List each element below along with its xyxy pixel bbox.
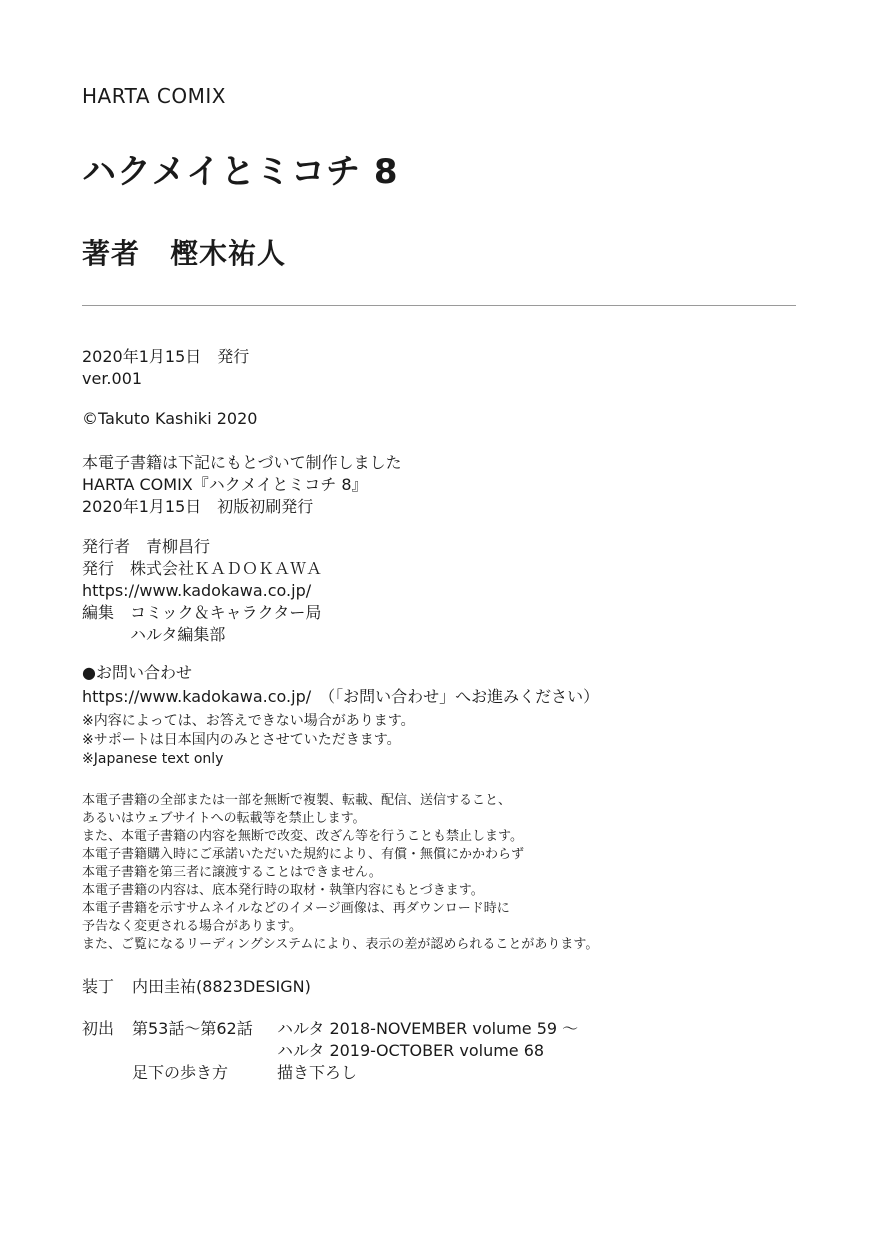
terms-line: 本電子書籍の全部または一部を無断で複製、転載、配信、送信すること、 xyxy=(82,793,512,808)
basis-line: 本電子書籍は下記にもとづいて制作しました xyxy=(82,453,402,472)
publisher-block xyxy=(82,536,322,646)
terms-line: 予告なく変更される場合があります。 xyxy=(82,919,302,934)
first-appearance-source: ハルタ 2018-NOVEMBER volume 59 〜 xyxy=(277,1019,579,1038)
publication-block xyxy=(82,346,249,390)
publisher-line: 発行 株式会社ＫＡＤＯＫＡＷＡ xyxy=(82,559,323,578)
first-appearance-chapter: 第53話〜第62話 xyxy=(132,1019,253,1038)
publisher-line: 編集 コミック＆キャラクター局 xyxy=(82,603,322,622)
author-label: 著者 xyxy=(82,237,141,270)
inquiry-heading: ●お問い合わせ xyxy=(82,663,192,682)
terms-line: また、ご覧になるリーディングシステムにより、表示の差が認められることがあります。 xyxy=(82,937,599,952)
terms-line: 本電子書籍の内容は、底本発行時の取材・執筆内容にもとづきます。 xyxy=(82,883,484,898)
terms-line: あるいはウェブサイトへの転載等を禁止します。 xyxy=(82,811,366,826)
publication-date: 2020年1月15日 発行 xyxy=(82,347,250,366)
terms-line: 本電子書籍を示すサムネイルなどのイメージ画像は、再ダウンロード時に xyxy=(82,901,510,916)
copyright: ©Takuto Kashiki 2020 xyxy=(82,409,258,428)
first-appearance-source: 描き下ろし xyxy=(277,1063,358,1082)
design-value: 内田圭祐(8823DESIGN) xyxy=(132,977,311,996)
terms-line: 本電子書籍を第三者に譲渡することはできません。 xyxy=(82,865,382,880)
inquiry-notes xyxy=(82,712,415,769)
version: ver.001 xyxy=(82,369,143,388)
inquiry-note: ※内容によっては、お答えできない場合があります。 xyxy=(82,713,415,729)
book-title: ハクメイとミコチ 8 xyxy=(82,152,399,192)
terms-line: また、本電子書籍の内容を無断で改変、改ざん等を行うことも禁止します。 xyxy=(82,829,523,844)
publisher-url: https://www.kadokawa.co.jp/ xyxy=(82,581,312,600)
publisher-line: 発行者 青柳昌行 xyxy=(82,537,211,556)
author-name: 樫木祐人 xyxy=(170,237,287,270)
author-line xyxy=(82,232,286,272)
first-appearance-label: 初出 xyxy=(82,1019,115,1038)
basis-block xyxy=(82,452,402,518)
publisher-line: ハルタ編集部 xyxy=(82,625,226,644)
inquiry-note: ※サポートは日本国内のみとさせていただきます。 xyxy=(82,732,401,748)
inquiry-url: https://www.kadokawa.co.jp/ （「お問い合わせ」へお進みください） xyxy=(82,687,600,706)
basis-line: HARTA COMIX『ハクメイとミコチ 8』 xyxy=(82,475,368,494)
divider xyxy=(82,305,796,306)
first-appearance-source: ハルタ 2019-OCTOBER volume 68 xyxy=(277,1041,545,1060)
imprint-label: HARTA COMIX xyxy=(82,84,226,108)
terms-block xyxy=(82,792,598,954)
terms-line: 本電子書籍購入時にご承諾いただいた規約により、有償・無償にかかわらず xyxy=(82,847,525,862)
basis-line: 2020年1月15日 初版初刷発行 xyxy=(82,497,314,516)
inquiry-note: ※Japanese text only xyxy=(82,751,224,767)
design-label: 装丁 xyxy=(82,977,115,996)
first-appearance-chapter: 足下の歩き方 xyxy=(132,1063,229,1082)
